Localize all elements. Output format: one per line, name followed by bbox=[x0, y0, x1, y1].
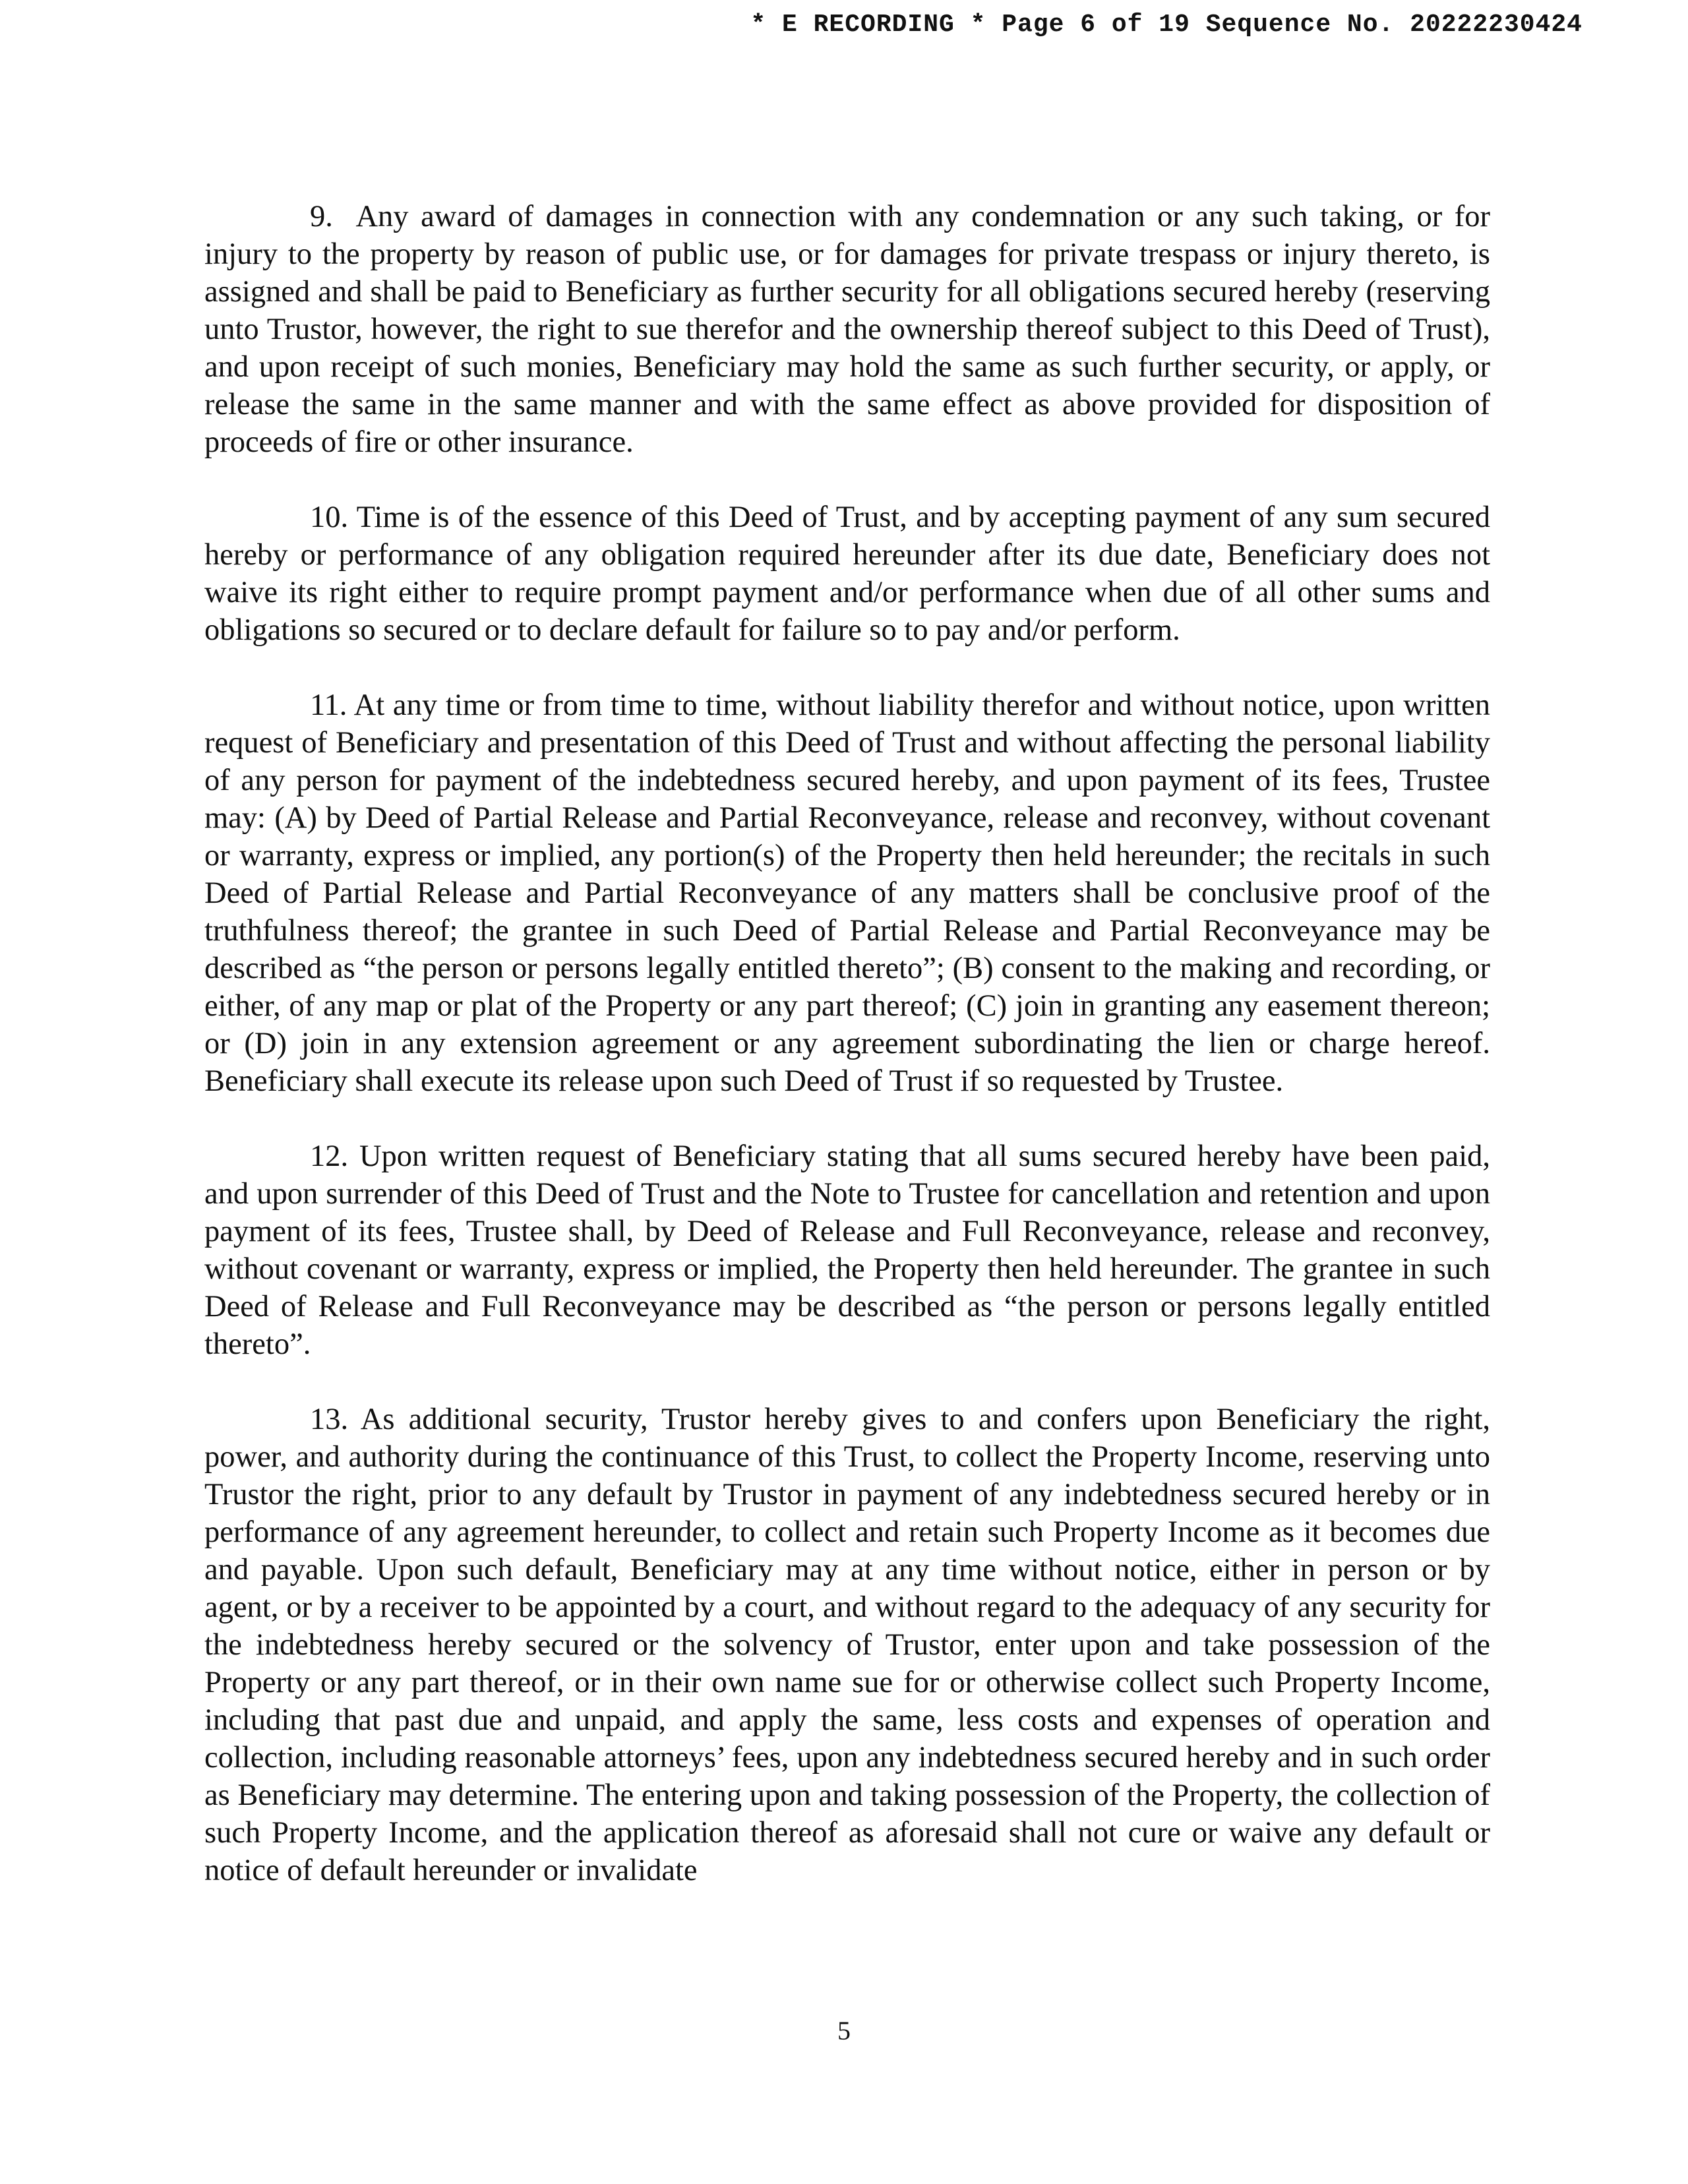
paragraph-11 bbox=[204, 686, 1490, 1100]
paragraph-13 bbox=[204, 1401, 1490, 1889]
paragraph-number: 11. bbox=[310, 688, 347, 722]
page-number: 5 bbox=[837, 2016, 851, 2046]
paragraph-text: Time is of the essence of this Deed of Trust, and by accepting payment of any sum secured hereby or performance of any obligation required hereunder after its due date, Beneficiary does not waive its right either to require prompt payment and/or performance when due of all other sums and obligations so secured or to declare default for failure so to pay and/or perform. bbox=[204, 501, 1490, 647]
paragraph-number: 13. bbox=[310, 1403, 349, 1436]
paragraph-text: At any time or from time to time, without liability therefor and without notice, upon written request of Beneficiary and presentation of this Deed of Trust and without affecting the personal liability of any person for payment of the indebtedness secured hereby, and upon payment of its fees, Trustee may: (A) by Deed of Partial Release and Partial Reconveyance, release and reconvey, without covenant or warranty, express or implied, any portion(s) of the Property then held hereunder; the recitals in such Deed of Partial Release and Partial Reconveyance of any matters shall be conclusive proof of the truthfulness thereof; the grantee in such Deed of Partial Release and Partial Reconveyance may be described as “the person or persons legally entitled thereto”; (B) consent to the making and recording, or either, of any map or plat of the Property or any part thereof; (C) join in granting any easement thereon; or (D) join in any extension agreement or any agreement subordinating the lien or charge hereof. Beneficiary shall execute its release upon such Deed of Trust if so requested by Trustee. bbox=[204, 688, 1491, 1098]
paragraph-10 bbox=[204, 499, 1490, 649]
paragraph-text: As additional security, Trustor hereby gives to and confers upon Beneficiary the right, power, and authority during the continuance of this Trust, to collect the Property Income, reserving unto Trustor the right, prior to any default by Trustor in payment of any indebtedness secured hereby or in performance of any agreement hereunder, to collect and retain such Property Income as it becomes due and payable. Upon such default, Beneficiary may at any time without notice, either in person or by agent, or by a receiver to be appointed by a court, and without regard to the adequacy of any security for the indebtedness hereby secured or the solvency of Trustor, enter upon and take possession of the Property or any part thereof, or in their own name sue for or otherwise collect such Property Income, including that past due and unpaid, and apply the same, less costs and expenses of operation and collection, including reasonable attorneys’ fees, upon any indebtedness secured hereby and in such order as Beneficiary may determine. The entering upon and taking possession of the Property, the collection of such Property Income, and the application thereof as aforesaid shall not cure or waive any default or notice of default hereunder or invalidate bbox=[204, 1403, 1490, 1887]
document-body bbox=[204, 198, 1490, 1889]
paragraph-number: 12. bbox=[310, 1139, 349, 1173]
paragraph-text: Upon written request of Beneficiary stating that all sums secured hereby have been paid, and upon surrender of this Deed of Trust and the Note to Trustee for cancellation and retention and upon payment of its fees, Trustee shall, by Deed of Release and Full Reconveyance, release and reconvey, without covenant or warranty, express or implied, the Property then held hereunder. The grantee in such Deed of Release and Full Reconveyance may be described as “the person or persons legally entitled thereto”. bbox=[204, 1139, 1490, 1361]
paragraph-9 bbox=[204, 198, 1490, 461]
paragraph-number: 10. bbox=[310, 501, 349, 534]
paragraph-12 bbox=[204, 1138, 1490, 1363]
paragraph-text: Any award of damages in connection with any condemnation or any such taking, or for injury to the property by reason of public use, or for damages for private trespass or injury thereto, is assigned and shall be paid to Beneficiary as further security for all obligations secured hereby (reserving unto Trustor, however, the right to sue therefor and the ownership thereof subject to this Deed of Trust), and upon receipt of such monies, Beneficiary may hold the same as such further security, or apply, or release the same in the same manner and with the same effect as above provided for disposition of proceeds of fire or other insurance. bbox=[204, 200, 1490, 459]
recording-header-stamp: * E RECORDING * Page 6 of 19 Sequence No. 20222230424 bbox=[750, 11, 1582, 39]
paragraph-number: 9. bbox=[310, 200, 333, 233]
